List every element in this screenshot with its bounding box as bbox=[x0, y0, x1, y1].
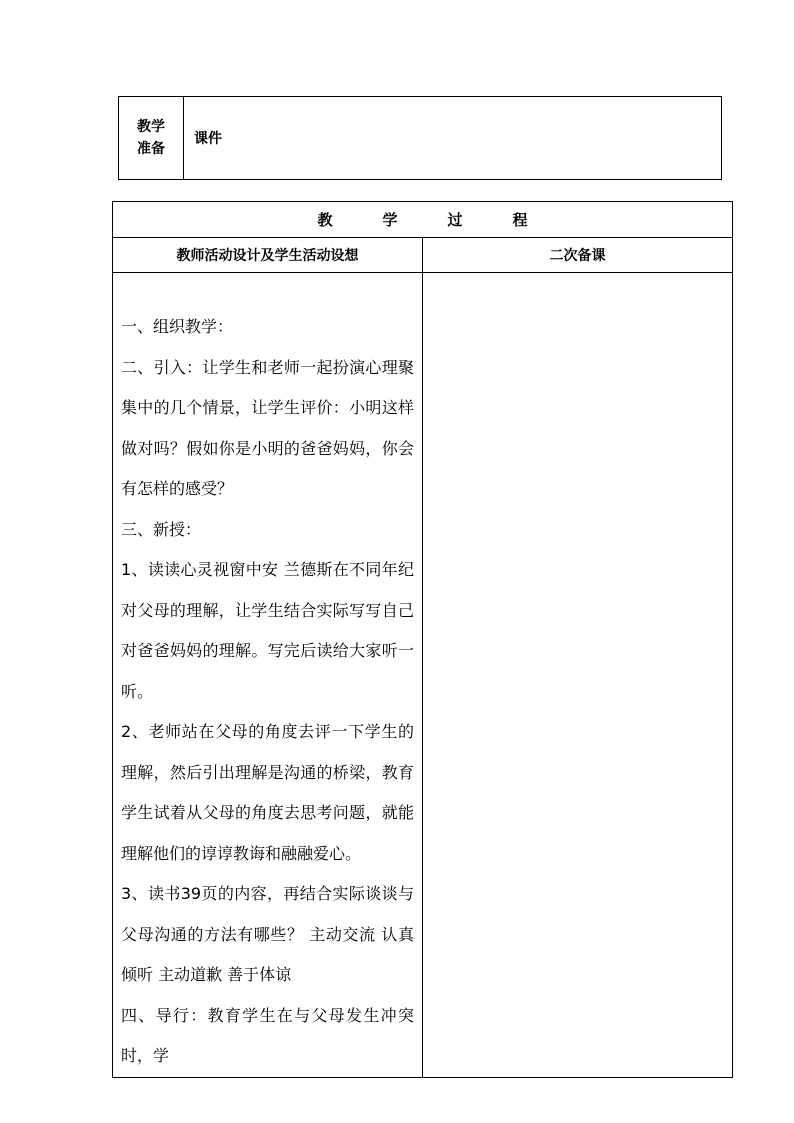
teacher-activity-header: 教师活动设计及学生活动设想 bbox=[113, 238, 423, 273]
title-char: 程 bbox=[512, 211, 528, 229]
paragraph: 2、老师站在父母的角度去评一下学生的理解，然后引出理解是沟通的桥梁，教育学生试着从父母的角度去思考问题，就能理解他们的谆谆教诲和融融爱心。 bbox=[121, 722, 414, 863]
paragraph: 1、读读心灵视窗中安 兰德斯在不同年纪对父母的理解，让学生结合实际写写自己对爸爸妈妈的理解。写完后读给大家听一听。 bbox=[121, 560, 414, 701]
process-title bbox=[113, 202, 733, 238]
paragraph: 3、读书39页的内容，再结合实际谈谈与父母沟通的方法有哪些？ 主动交流 认真倾听 主动道歉 善于体谅 bbox=[121, 884, 414, 984]
preparation-table bbox=[118, 96, 722, 180]
paragraph: 三、新授： bbox=[121, 519, 202, 539]
title-char: 学 bbox=[382, 211, 398, 229]
paragraph: 一、组织教学： bbox=[121, 317, 234, 336]
prep-label-text: 教学准备 bbox=[137, 119, 165, 157]
paragraph: 四、导行：教育学生在与父母发生冲突时，学 bbox=[121, 1005, 414, 1065]
prep-label bbox=[119, 97, 184, 180]
second-prep-content bbox=[423, 273, 733, 1078]
activity-content bbox=[113, 273, 423, 1078]
title-char: 教 bbox=[317, 211, 333, 229]
second-prep-header: 二次备课 bbox=[423, 238, 733, 273]
title-char: 过 bbox=[447, 211, 463, 229]
paragraph: 二、引入：让学生和老师一起扮演心理聚集中的几个情景，让学生评价：小明这样做对吗？假如你是小明的爸爸妈妈，你会有怎样的感受？ bbox=[121, 357, 414, 498]
prep-value: 课件 bbox=[184, 97, 722, 180]
teaching-process-table bbox=[112, 201, 733, 1078]
